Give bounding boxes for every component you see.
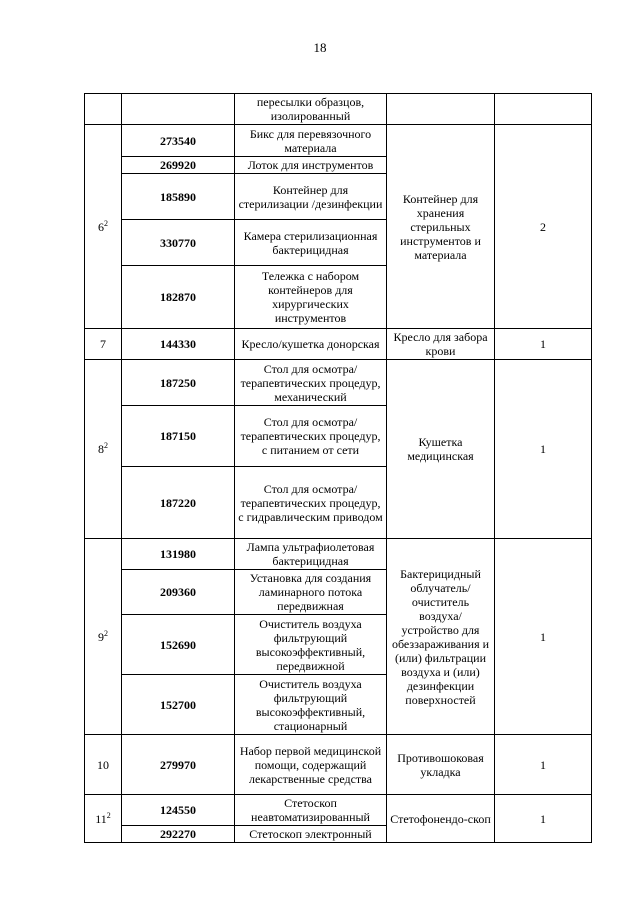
- table-row: [85, 360, 592, 406]
- equipment-type: Бактерицидный облучатель/ очиститель воздуха/ устройство для обеззараживания и (или) фильтрации воздуха и (или) дезинфекции поверхностей: [387, 539, 495, 735]
- item-code: 292270: [122, 826, 235, 843]
- equipment-type: Противошоковая укладка: [387, 735, 495, 795]
- table-row: [85, 735, 592, 795]
- item-name: Лоток для инструментов: [235, 157, 387, 174]
- equipment-type: Кресло для забора крови: [387, 329, 495, 360]
- item-name: Стетоскоп неавтоматизированный: [235, 795, 387, 826]
- item-name: Стол для осмотра/терапевтических процедур, с питанием от сети: [235, 406, 387, 467]
- item-name: Тележка с набором контейнеров для хирургических инструментов: [235, 266, 387, 329]
- table-row: [85, 795, 592, 826]
- item-name: Кресло/кушетка донорская: [235, 329, 387, 360]
- item-name: Лампа ультрафиолетовая бактерицидная: [235, 539, 387, 570]
- item-code: 144330: [122, 329, 235, 360]
- item-code: 182870: [122, 266, 235, 329]
- row-number: $6^2$: [85, 125, 122, 329]
- item-name: Камера стерилизационная бактерицидная: [235, 220, 387, 266]
- table-row: [85, 329, 592, 360]
- equipment-type: Кушетка медицинская: [387, 360, 495, 539]
- item-code: 152700: [122, 675, 235, 735]
- equipment-type: [387, 94, 495, 125]
- quantity: 1: [495, 795, 592, 843]
- item-code: 209360: [122, 570, 235, 615]
- item-code: 187250: [122, 360, 235, 406]
- item-code: 187150: [122, 406, 235, 467]
- item-name: Установка для создания ламинарного потока передвижная: [235, 570, 387, 615]
- item-name: Стол для осмотра/терапевтических процедур, с гидравлическим приводом: [235, 467, 387, 539]
- row-number: $11^2$: [85, 795, 122, 843]
- row-number: 10: [85, 735, 122, 795]
- row-number: [85, 94, 122, 125]
- item-name: Стол для осмотра/терапевтических процедур, механический: [235, 360, 387, 406]
- page-number: 18: [313, 40, 327, 55]
- table-row: [85, 94, 592, 125]
- item-code: 273540: [122, 125, 235, 157]
- item-code: 185890: [122, 174, 235, 220]
- item-name: Очиститель воздуха фильтрующий высокоэффективный, стационарный: [235, 675, 387, 735]
- quantity: [495, 94, 592, 125]
- item-name: пересылки образцов, изолированный: [235, 94, 387, 125]
- row-number: $9^2$: [85, 539, 122, 735]
- quantity: 1: [495, 329, 592, 360]
- item-name: Очиститель воздуха фильтрующий высокоэффективный, передвижной: [235, 615, 387, 675]
- item-name: Бикс для перевязочного материала: [235, 125, 387, 157]
- item-code: 187220: [122, 467, 235, 539]
- item-code: [122, 94, 235, 125]
- item-code: 269920: [122, 157, 235, 174]
- row-number: $8^2$: [85, 360, 122, 539]
- item-code: 124550: [122, 795, 235, 826]
- quantity: 1: [495, 360, 592, 539]
- item-name: Набор первой медицинской помощи, содержащий лекарственные средства: [235, 735, 387, 795]
- item-code: 131980: [122, 539, 235, 570]
- item-name: Контейнер для стерилизации /дезинфекции: [235, 174, 387, 220]
- item-name: Стетоскоп электронный: [235, 826, 387, 843]
- item-code: 152690: [122, 615, 235, 675]
- equipment-type: Контейнер для хранения стерильных инструментов и материала: [387, 125, 495, 329]
- item-code: 279970: [122, 735, 235, 795]
- row-number: 7: [85, 329, 122, 360]
- table-row: [85, 125, 592, 157]
- quantity: 1: [495, 735, 592, 795]
- equipment-type: Стетофонендо-скоп: [387, 795, 495, 843]
- equipment-table: [84, 93, 592, 843]
- table-row: [85, 539, 592, 570]
- quantity: 2: [495, 125, 592, 329]
- quantity: 1: [495, 539, 592, 735]
- item-code: 330770: [122, 220, 235, 266]
